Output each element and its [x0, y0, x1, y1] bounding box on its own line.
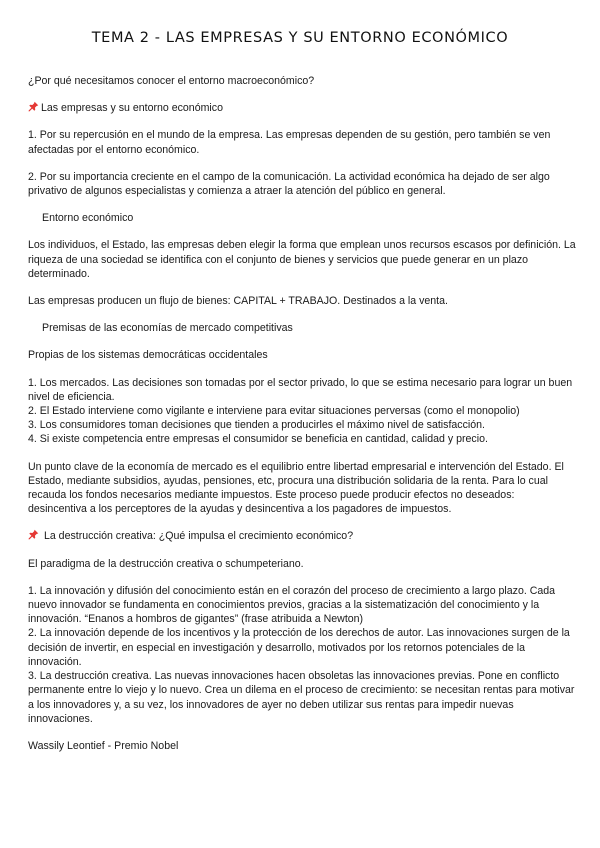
heading-premisas: Premisas de las economías de mercado competitivas — [42, 322, 293, 335]
list-item: 1. La innovación y difusión del conocimiento están en el corazón del proceso de crecimiento a largo plazo. Cada nuevo innovador se fundamenta en conocimientos previos, gracias a la sistematización del conocimiento y la innovación. “Enanos a hombros de gigantes” (frase atribuida a Newton) — [28, 584, 556, 626]
paragraph-1: 1. Por su repercusión en el mundo de la empresa. Las empresas dependen de su gestión, pero también se ven afectadas por el entorno económico. — [28, 129, 551, 156]
list-item: 3. Los consumidores toman decisiones que tienden a producirles el máximo nivel de satisfacción. — [28, 419, 485, 432]
list-premisas — [28, 376, 576, 447]
paragraph-leontief: Wassily Leontief - Premio Nobel — [28, 739, 179, 752]
paragraph-propias: Propias de los sistemas democráticas occidentales — [28, 349, 268, 362]
question-macro: ¿Por qué necesitamos conocer el entorno macroeconómico? — [28, 75, 315, 87]
list-item: 3. La destrucción creativa. Las nuevas innovaciones hacen obsoletas las innovaciones previas. Pone en conflicto permanente entre lo viejo y lo nuevo. Crea un dilema en el proceso de crecimiento: se necesitan rentas para motivar a los innovadores y, a su vez, los innovadores de ayer no deben utilizar sus rentas para impedir nuevas innovaciones. — [28, 670, 575, 725]
list-item: 2. El Estado interviene como vigilante e interviene para evitar situaciones perversas (como el monopolio) — [28, 405, 520, 418]
pushpin-icon — [28, 529, 39, 540]
paragraph-clave: Un punto clave de la economía de mercado es el equilibrio entre libertad empresarial e intervención del Estado. El Estado, mediante subsidios, ayudas, pensiones, etc, procura una distribución solidaria de la renta. Para lo cual recauda los fondos necesarios mediante impuestos. Este proceso puede producir efectos no deseados: desincentiva a los perceptores de la ayudas y desincentiva a los pagadores de impuestos. — [28, 460, 564, 516]
heading-entorno: Entorno económico — [42, 212, 134, 225]
list-item: 2. La innovación depende de los incentivos y la protección de los derechos de autor. Las innovaciones surgen de la decisión de invertir, en especial en investigación y desarrollo, motivados por los retornos potenciales de la innovación. — [28, 627, 570, 668]
heading-empresas-text: Las empresas y su entorno económico — [41, 102, 223, 115]
heading-destruccion — [28, 529, 576, 543]
document-body — [28, 74, 576, 753]
paragraph-individuos: Los individuos, el Estado, las empresas deben elegir la forma que emplean unos recursos escasos por definición. La riqueza de una sociedad se identifica con el conjunto de bienes y servicios que puede generar en un plazo determinado. — [28, 239, 576, 280]
page-title: TEMA 2 - LAS EMPRESAS Y SU ENTORNO ECONÓMICO — [91, 30, 509, 46]
paragraph-paradigma: El paradigma de la destrucción creativa o schumpeteriano. — [28, 557, 304, 570]
pushpin-icon — [28, 101, 39, 112]
paragraph-2: 2. Por su importancia creciente en el campo de la comunicación. La actividad económica ha dejado de ser algo privativo de algunos especialistas y comienza a atraer la atención del público en general. — [28, 170, 550, 198]
list-item: 1. Los mercados. Las decisiones son tomadas por el sector privado, lo que se estima necesario para lograr un buen nivel de eficiencia. — [28, 376, 573, 403]
heading-destruccion-text: La destrucción creativa: ¿Qué impulsa el crecimiento económico? — [43, 530, 354, 543]
paragraph-flujo: Las empresas producen un flujo de bienes: CAPITAL + TRABAJO. Destinados a la venta. — [28, 295, 448, 308]
list-innovacion — [28, 584, 576, 726]
list-item: 4. Si existe competencia entre empresas el consumidor se beneficia en cantidad, calidad y precio. — [28, 433, 488, 446]
heading-empresas — [28, 101, 576, 115]
